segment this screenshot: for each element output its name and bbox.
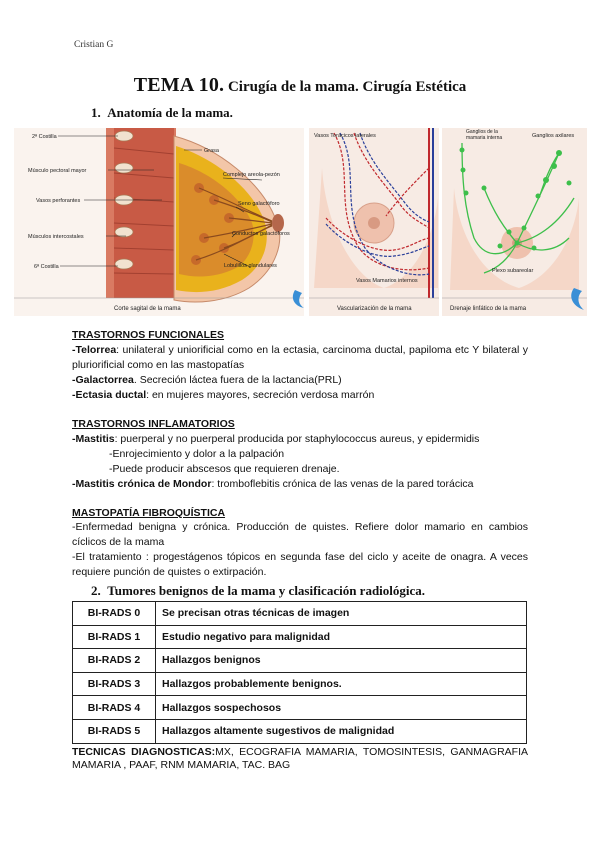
heading-trastornos-inflamatorios: TRASTORNOS INFLAMATORIOS bbox=[72, 418, 235, 430]
sagittal-section-panel bbox=[14, 128, 304, 316]
page-title bbox=[0, 74, 600, 97]
title-tema: TEMA 10. bbox=[133, 74, 225, 96]
label-seno-galactoforo: Seno galactóforo bbox=[238, 201, 280, 207]
term-mondor: -Mastitis crónica de Mondor bbox=[72, 478, 212, 490]
section-1-heading bbox=[91, 105, 233, 121]
table-row bbox=[73, 649, 527, 673]
mondor-paragraph bbox=[72, 477, 528, 492]
mastitis-sub-2: -Puede producir abscesos que requieren drenaje. bbox=[109, 463, 340, 475]
author-name: Cristian G bbox=[74, 40, 114, 50]
heading-trastornos-funcionales: TRASTORNOS FUNCIONALES bbox=[72, 329, 225, 341]
term-mastitis: -Mastitis bbox=[72, 433, 115, 445]
birads-desc: Hallazgos sospechosos bbox=[156, 696, 527, 720]
section-2-number: 2. bbox=[91, 583, 101, 598]
table-row bbox=[73, 719, 527, 743]
label-pectoral-mayor: Músculo pectoral mayor bbox=[28, 168, 87, 174]
section-2-heading bbox=[91, 583, 425, 599]
vascularization-panel bbox=[309, 128, 439, 316]
label-musculos-intercostales: Músculos intercostales bbox=[28, 234, 84, 240]
term-galactorrea: -Galactorrea bbox=[72, 374, 134, 386]
caption-vascularizacion: Vascularización de la mama bbox=[337, 306, 412, 312]
label-plexo-subareolar: Plexo subareolar bbox=[492, 268, 534, 274]
telorrea-text: : unilateral y uniorificial como en la ectasia, carcinoma ductal, papiloma etc Y bilateral y pluriorificial como en las mastopatías bbox=[72, 344, 528, 371]
table-row bbox=[73, 696, 527, 720]
table-row bbox=[73, 625, 527, 649]
birads-code: BI-RADS 4 bbox=[73, 696, 156, 720]
birads-desc: Estudio negativo para malignidad bbox=[156, 625, 527, 649]
mastopatia-line-1: -Enfermedad benigna y crónica. Producción de quistes. Refiere dolor mamario en cambios cíclicos de la mama bbox=[72, 521, 528, 548]
label-ganglios-mamaria-2: mamaria interna bbox=[466, 135, 503, 141]
galactorrea-paragraph bbox=[72, 373, 528, 388]
label-vasos-perforantes: Vasos perforantes bbox=[36, 198, 81, 204]
birads-desc: Hallazgos altamente sugestivos de malignidad bbox=[156, 719, 527, 743]
term-telorrea: -Telorrea bbox=[72, 344, 117, 356]
term-ectasia: -Ectasia ductal bbox=[72, 389, 147, 401]
birads-desc: Se precisan otras técnicas de imagen bbox=[156, 602, 527, 626]
mondor-text: : tromboflebitis crónica de las venas de la pared torácica bbox=[211, 478, 474, 490]
breast-anatomy-figure bbox=[14, 128, 587, 318]
label-grasa: Grasa bbox=[204, 148, 219, 154]
label-lobulillos-glandulares: Lobulillos glandulares bbox=[224, 263, 277, 269]
galactorrea-text: . Secreción láctea fuera de la lactancia(PRL) bbox=[133, 374, 342, 386]
mastitis-paragraph bbox=[72, 432, 528, 447]
label-conductos-galactoforos: Conductos galactóforos bbox=[232, 231, 290, 237]
tecnicas-text: MX, ECOGRAFIA MAMARIA, TOMOSINTESIS, GANMAGRAFIA MAMARIA , PAAF, RNM MAMARIA, TAC. BAG bbox=[72, 746, 528, 771]
birads-code: BI-RADS 5 bbox=[73, 719, 156, 743]
section-1-number: 1. bbox=[91, 105, 101, 120]
section-2-title: Tumores benignos de la mama y clasificación radiológica. bbox=[107, 583, 426, 598]
label-costilla-6: 6ª Costilla bbox=[34, 264, 59, 270]
mastitis-text: : puerperal y no puerperal producida por staphylococcus aureus, y epidermidis bbox=[114, 433, 480, 445]
label-complejo-areola: Complejo areola-pezón bbox=[223, 172, 280, 178]
telorrea-paragraph bbox=[72, 343, 528, 372]
caption-corte-sagital: Corte sagital de la mama bbox=[114, 306, 181, 312]
birads-code: BI-RADS 3 bbox=[73, 672, 156, 696]
birads-table bbox=[72, 601, 527, 744]
caption-drenaje-linfatico: Drenaje linfático de la mama bbox=[450, 306, 527, 312]
birads-code: BI-RADS 1 bbox=[73, 625, 156, 649]
section-1-title: Anatomía de la mama. bbox=[107, 105, 233, 120]
label-ganglios-axilares: Ganglios axilares bbox=[532, 133, 575, 139]
label-vasos-mamarios: Vasos Mamarios internos bbox=[356, 278, 418, 284]
label-vasos-toracicos: Vasos Torácicos laterales bbox=[314, 133, 376, 139]
table-row bbox=[73, 602, 527, 626]
birads-code: BI-RADS 0 bbox=[73, 602, 156, 626]
mastopatia-line-2: -El tratamiento : progestágenos tópicos en segunda fase del ciclo y aceite de onagra. A veces requiere punción de quistes o extirpación. bbox=[72, 551, 528, 578]
label-costilla-2: 2ª Costilla bbox=[32, 134, 57, 140]
birads-desc: Hallazgos probablemente benignos. bbox=[156, 672, 527, 696]
ectasia-text: : en mujeres mayores, secreción verdosa marrón bbox=[146, 389, 375, 401]
lymphatic-drainage-panel bbox=[442, 128, 587, 316]
mastitis-sub-1: -Enrojecimiento y dolor a la palpación bbox=[109, 448, 285, 460]
tecnicas-diagnosticas bbox=[72, 746, 528, 772]
table-row bbox=[73, 672, 527, 696]
birads-code: BI-RADS 2 bbox=[73, 649, 156, 673]
title-subtitle: Cirugía de la mama. Cirugía Estética bbox=[224, 79, 467, 95]
birads-desc: Hallazgos benignos bbox=[156, 649, 527, 673]
ectasia-paragraph bbox=[72, 388, 528, 403]
heading-mastopatia: MASTOPATÍA FIBROQUÍSTICA bbox=[72, 507, 226, 519]
tecnicas-label: TECNICAS DIAGNOSTICAS: bbox=[72, 746, 216, 758]
label-ganglios-mamaria-1: Ganglios de la bbox=[466, 129, 498, 135]
